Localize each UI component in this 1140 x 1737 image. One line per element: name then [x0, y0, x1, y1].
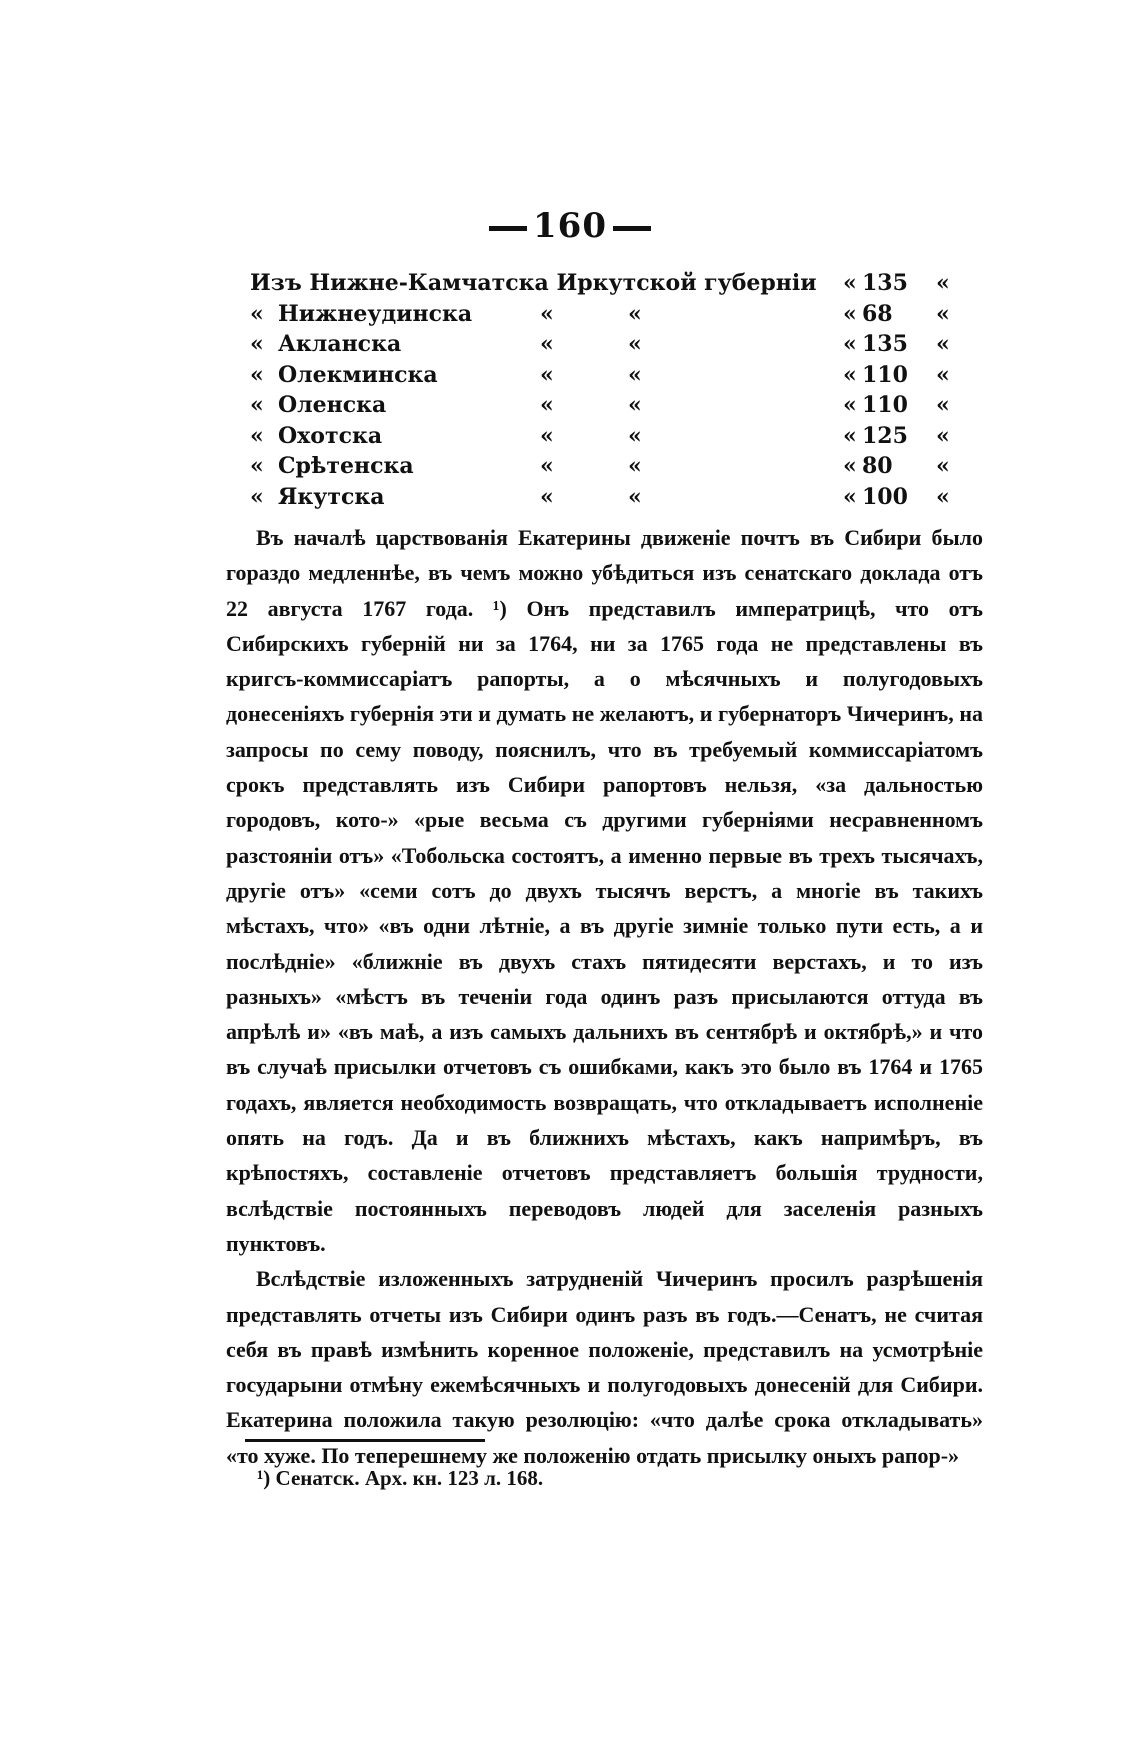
ditto-mark: «: [843, 422, 857, 449]
ditto-mark: «: [936, 361, 950, 388]
place-name: Охотска: [278, 422, 383, 449]
ditto-mark: «: [628, 422, 642, 449]
place-name: Нижнеудинска: [278, 300, 473, 327]
ditto-mark: «: [843, 270, 857, 296]
paragraph: Вслѣдствіе изложенныхъ затрудненій Чичеринъ просилъ разрѣшенія представлять отчеты изъ Сибири одинъ разъ въ годъ.—Сенатъ, не считая себя въ правѣ измѣнить коренное положеніе, представилъ на усмотрѣніе государыни отмѣну ежемѣсячныхъ и полугодовыхъ донесеній для Сибири. Екатерина положила такую резолюцію: «что далѣе срока откладывать» «то хуже. По теперешнему же положенію отдать присылку оныхъ рапор-»: [226, 1266, 983, 1468]
ditto-mark: «: [540, 453, 554, 479]
ditto-mark: «: [936, 422, 950, 449]
ditto-mark: «: [843, 453, 857, 479]
table-row: [250, 451, 970, 482]
ditto-mark: «: [936, 392, 950, 418]
footnote: ¹) Сенатск. Арх. кн. 123 л. 168.: [257, 1466, 544, 1490]
ditto-mark: «: [628, 361, 642, 388]
ditto-mark: «: [936, 453, 950, 479]
place-name: Якутска: [278, 483, 385, 510]
table-row: [250, 421, 970, 452]
ditto-mark: «: [540, 300, 554, 327]
ditto-mark: «: [843, 300, 857, 327]
ditto-mark: «: [250, 331, 264, 357]
table-row: [250, 329, 970, 360]
ditto-mark: «: [250, 483, 264, 510]
ditto-mark: «: [250, 300, 264, 327]
table-row: [250, 299, 970, 330]
paragraph: Въ началѣ царствованія Екатерины движеніе почтъ въ Сибири было гораздо медленнѣе, въ чемъ можно убѣдиться изъ сенатскаго доклада отъ 22 августа 1767 года. ¹) Онъ представилъ императрицѣ, что отъ Сибирскихъ губерній ни за 1764, ни за 1765 года не представлены въ кригсъ-коммиссаріатъ рапорты, а о мѣсячныхъ и полугодовыхъ донесеніяхъ губернія эти и думать не желаютъ, и губернаторъ Чичеринъ, на запросы по сему поводу, пояснилъ, что въ требуемый коммиссаріатомъ срокъ представлять изъ Сибири рапортовъ нельзя, «за дальностью городовъ, кото-» «рые весьма съ другими губерніями несравненномъ разстояніи отъ» «Тобольска состоятъ, а именно первые въ трехъ тысячахъ, другіе отъ» «семи сотъ до двухъ тысячъ верстъ, а многіе въ такихъ мѣстахъ, что» «въ одни лѣтніе, а въ другіе зимніе только пути есть, а и послѣдніе» «ближніе въ двухъ стахъ пятидесяти верстахъ, и то изъ разныхъ» «мѣстъ въ теченіи года одинъ разъ присылаются оттуда въ апрѣлѣ и» «въ маѣ, а изъ самыхъ дальнихъ въ сентябрѣ и октябрѣ,» и что въ случаѣ присылки отчетовъ съ ошибками, какъ это было въ 1764 и 1765 годахъ, является необходимость возвращать, что откладываетъ исполненіе опять на годъ. Да и въ ближнихъ мѣстахъ, какъ напримѣръ, въ крѣпостяхъ, составленіе отчетовъ представляетъ большія трудности, вслѣдствіе постоянныхъ переводовъ людей для заселенія разныхъ пунктовъ.: [226, 525, 983, 1256]
header-ornament-right: [613, 226, 651, 231]
ditto-mark: «: [936, 331, 950, 357]
distance-value: 110: [862, 361, 908, 388]
ditto-mark: «: [628, 392, 642, 418]
ditto-mark: «: [936, 483, 950, 510]
page-number: 160: [533, 206, 607, 246]
ditto-mark: «: [540, 392, 554, 418]
body-text: [226, 520, 983, 1473]
ditto-mark: «: [843, 331, 857, 357]
ditto-mark: «: [250, 453, 264, 479]
page-header: [0, 206, 1140, 246]
distance-value: 80: [862, 453, 893, 479]
table-row: [250, 482, 970, 513]
place-name: Оленска: [278, 392, 387, 418]
ditto-mark: «: [936, 300, 950, 327]
ditto-mark: «: [843, 361, 857, 388]
ditto-mark: «: [628, 453, 642, 479]
table-row: [250, 360, 970, 391]
table-row: [250, 390, 970, 421]
place-name: Олекминска: [278, 361, 438, 388]
ditto-mark: «: [250, 392, 264, 418]
distance-value: 135: [862, 331, 908, 357]
footnote-rule: [245, 1439, 485, 1442]
ditto-mark: «: [843, 392, 857, 418]
ditto-mark: «: [250, 422, 264, 449]
distance-table: [250, 268, 970, 512]
ditto-mark: «: [540, 422, 554, 449]
ditto-mark: «: [540, 331, 554, 357]
header-ornament-left: [489, 226, 527, 231]
ditto-mark: «: [540, 361, 554, 388]
place-name: Срѣтенска: [278, 453, 414, 479]
ditto-mark: «: [628, 300, 642, 327]
ditto-mark: «: [843, 483, 857, 510]
distance-value: 125: [862, 422, 908, 449]
ditto-mark: «: [540, 483, 554, 510]
ditto-mark: «: [628, 331, 642, 357]
table-row: [250, 268, 970, 299]
ditto-mark: «: [936, 270, 950, 296]
distance-value: 135: [862, 270, 908, 296]
distance-value: 68: [862, 300, 893, 327]
ditto-mark: «: [628, 483, 642, 510]
distance-value: 100: [862, 483, 908, 510]
place-name: Изъ Нижне-Камчатска Иркутской губерніи: [250, 270, 817, 296]
ditto-mark: «: [250, 361, 264, 388]
place-name: Акланска: [278, 331, 402, 357]
distance-value: 110: [862, 392, 908, 418]
